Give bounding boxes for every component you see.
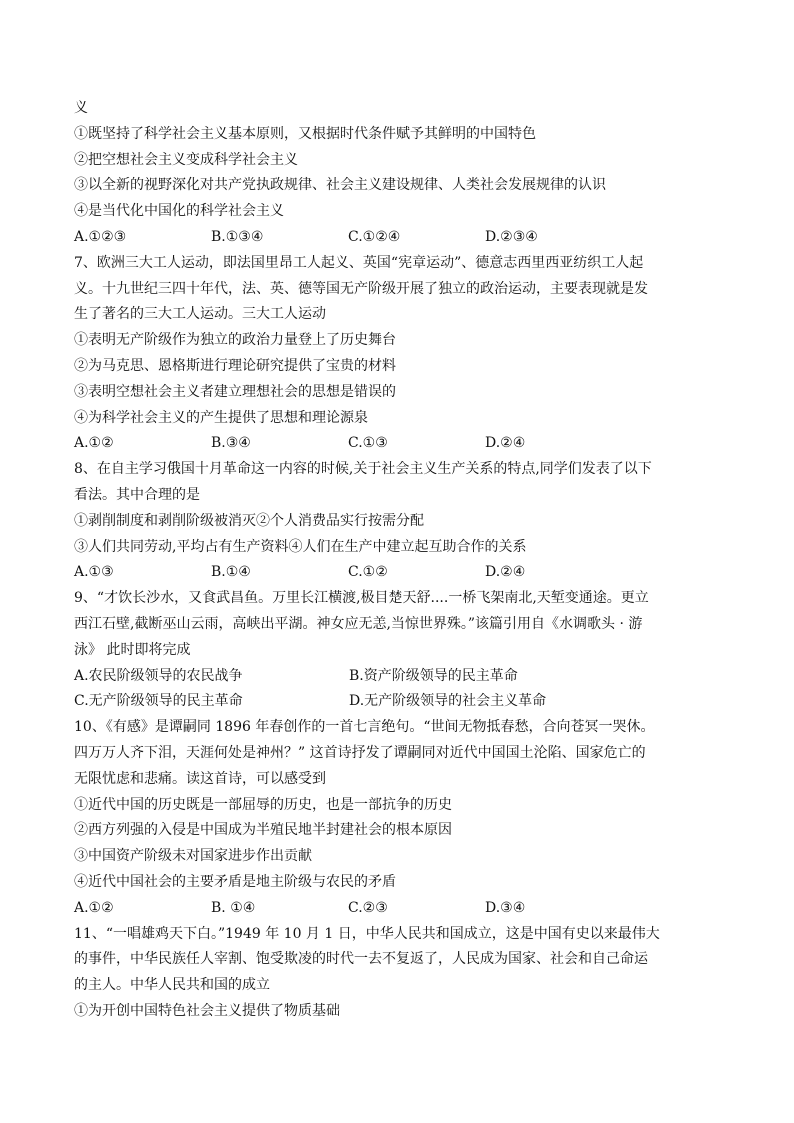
q9-option-c: C.无产阶级领导的民主革命 [74, 693, 243, 710]
q10-option-b: B. ①④ [211, 899, 256, 916]
q6-stem-end: 义 [74, 100, 88, 116]
q10-stem-line-2: 四万万人齐下泪，天涯何处是神州？” 这首诗抒发了谭嗣同对近代中国国土沦陷、国家危亡的 [74, 744, 646, 761]
q6-option-c: C.①②④ [348, 228, 401, 245]
q9-option-d: D.无产阶级领导的社会主义革命 [349, 693, 547, 710]
q10-item-1: ①近代中国的历史既是一部屈辱的历史，也是一部抗争的历史 [74, 796, 452, 813]
q9-options-row-2 [74, 689, 724, 715]
q6-item-3: ③以全新的视野深化对共产党执政规律、社会主义建设规律、人类社会发展规律的认识 [74, 177, 606, 194]
q6-item-2: ②把空想社会主义变成科学社会主义 [74, 151, 298, 168]
exam-page [74, 96, 724, 1025]
q7-option-b: B.③④ [211, 435, 251, 452]
q7-stem-line-1: 7、欧洲三大工人运动，即法国里昂工人起义、英国“宪章运动”、德意志西里西亚纺织工人起 [74, 254, 644, 271]
q8-items-1-2: ①剥削制度和剥削阶级被消灭②个人消费品实行按需分配 [74, 512, 424, 529]
q9-stem-line-3: 泳》 此时即将完成 [74, 641, 191, 658]
q7-option-c: C.①③ [348, 435, 388, 452]
q10-item-2: ②西方列强的入侵是中国成为半殖民地半封建社会的根本原因 [74, 822, 452, 839]
q6-item-1: ①既坚持了科学社会主义基本原则，又根据时代条件赋予其鲜明的中国特色 [74, 125, 536, 142]
q8-option-a: A.①③ [74, 564, 114, 581]
q7-option-a: A.①② [74, 435, 114, 452]
q7-options [74, 431, 724, 457]
q10-option-d: D.③④ [485, 899, 526, 916]
q9-option-b: B.资产阶级领导的民主革命 [349, 667, 518, 684]
q7-item-1: ①表明无产阶级作为独立的政治力量登上了历史舞台 [74, 332, 396, 349]
q11-item-1: ①为开创中国特色社会主义提供了物质基础 [74, 1002, 340, 1019]
q10-item-4: ④近代中国社会的主要矛盾是地主阶级与农民的矛盾 [74, 873, 396, 890]
q10-option-a: A.①② [74, 899, 114, 916]
q8-option-d: D.②④ [485, 564, 526, 581]
q10-stem-line-3: 无限忧虑和悲痛。读这首诗，可以感受到 [74, 770, 326, 787]
q8-items-3-4: ③人们共同劳动,平均占有生产资料④人们在生产中建立起互助合作的关系 [74, 538, 527, 555]
q8-stem-line-1: 8、在自主学习俄国十月革命这一内容的时候,关于社会主义生产关系的特点,同学们发表了以下 [74, 461, 652, 478]
q9-stem-line-2: 西江石壁,截断巫山云雨，高峡出平湖。神女应无恙,当惊世界殊。”该篇引用自《水调歌头 · 游 [74, 615, 643, 632]
q10-stem-line-1: 10、《有感》是谭嗣同 1896 年春创作的一首七言绝句。“世间无物抵春愁，合向苍冥一哭休。 [74, 719, 655, 736]
q6-options [74, 225, 724, 251]
q7-item-3: ③表明空想社会主义者建立理想社会的思想是错误的 [74, 383, 396, 400]
q8-option-c: C.①② [348, 564, 388, 581]
q10-options [74, 896, 724, 922]
q6-option-a: A.①②③ [74, 228, 127, 245]
q9-option-a: A.农民阶级领导的农民战争 [74, 667, 243, 684]
q6-option-d: D.②③④ [485, 228, 538, 245]
q6-item-4: ④是当代化中国化的科学社会主义 [74, 203, 284, 220]
q8-options [74, 560, 724, 586]
q7-stem-line-2: 义。十九世纪三四十年代，法、英、德等国无产阶级开展了独立的政治运动，主要表现就是发 [74, 280, 648, 297]
q11-stem-line-2: 的事件，中华民族任人宰割、饱受欺凌的时代一去不复返了，人民成为国家、社会和自己命运 [74, 951, 648, 968]
q9-options-row-1 [74, 664, 724, 690]
q8-option-b: B.①④ [211, 564, 251, 581]
q7-stem-line-3: 生了著名的三大工人运动。三大工人运动 [74, 306, 326, 323]
q7-item-2: ②为马克思、恩格斯进行理论研究提供了宝贵的材料 [74, 357, 396, 374]
q8-stem-line-2: 看法。其中合理的是 [74, 486, 200, 503]
q11-stem-line-3: 的主人。中华人民共和国的成立 [74, 977, 270, 994]
q11-stem-line-1: 11、“一唱雄鸡天下白。”1949 年 10 月 1 日，中华人民共和国成立，这是中国有史以来最伟大 [74, 925, 660, 942]
q7-option-d: D.②④ [485, 435, 526, 452]
q9-stem-line-1: 9、“才饮长沙水，又食武昌鱼。万里长江横渡,极目楚天舒....一桥飞架南北,天堑变通途。更立 [74, 590, 649, 607]
q6-option-b: B.①③④ [211, 228, 264, 245]
q10-option-c: C.②③ [348, 899, 388, 916]
q7-item-4: ④为科学社会主义的产生提供了思想和理论源泉 [74, 409, 368, 426]
q10-item-3: ③中国资产阶级未对国家进步作出贡献 [74, 848, 312, 865]
